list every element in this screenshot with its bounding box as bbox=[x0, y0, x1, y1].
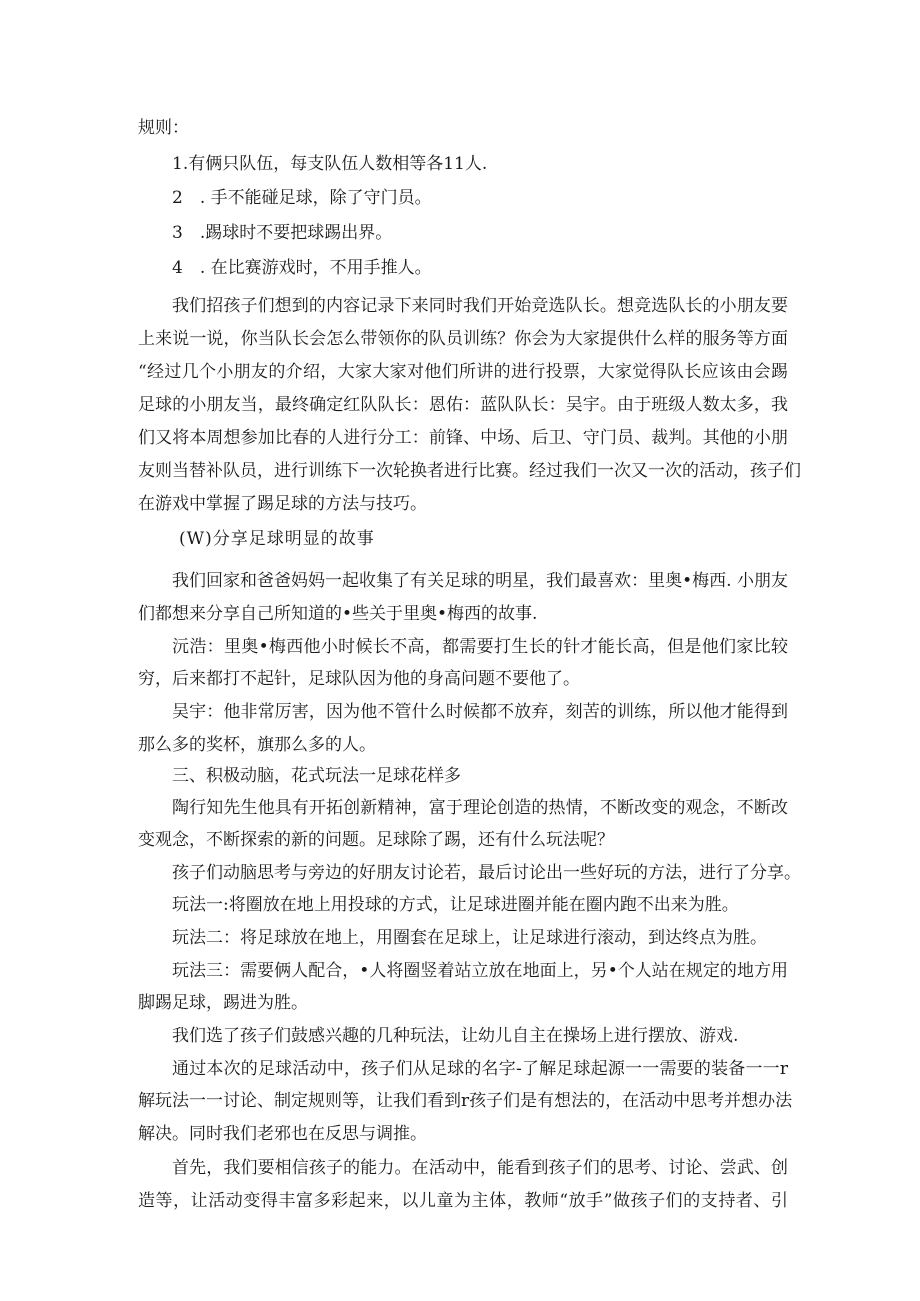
captain-paragraph-line-2: 上来说一说，你当队长会怎么带领你的队员训练？你会为大家提供什么样的服务等方面 bbox=[138, 329, 788, 349]
play-method-3-line-1: 玩法三：需要俩人配合，•人将圈竖着站立放在地面上，另•个人站在规定的地方用 bbox=[172, 961, 788, 981]
star-paragraph-line-1: 我们回家和爸爸妈妈一起收集了有关足球的明星，我们最喜欢：里奥•梅西. 小朋友 bbox=[172, 571, 788, 591]
tao-paragraph-line-2: 变观念，不断探索的新的问题。足球除了踢，还有什么玩法呢？ bbox=[138, 830, 614, 850]
yuanhao-paragraph-line-1: 沅浩：里奥•梅西他小时候长不高，都需要打生长的针才能长高，但是他们家比较 bbox=[172, 637, 788, 657]
section-w-heading: (W)分享足球明显的故事 bbox=[179, 529, 375, 549]
play-method-1: 玩法一:将圈放在地上用投球的方式，让足球进圈并能在圈内跑不出来为胜。 bbox=[172, 895, 739, 915]
tao-paragraph-line-1: 陶行知先生他具有开拓创新精神，富于理论创造的热情，不断改变的观念，不断改 bbox=[172, 798, 788, 818]
first-paragraph-line-2: 造等，让活动变得丰富多彩起来，以儿童为主体，教师“放手”做孩子们的支持者、引 bbox=[138, 1191, 788, 1211]
play-method-3-line-2: 脚踢足球，踢进为胜。 bbox=[138, 993, 308, 1013]
summary-paragraph-line-3: 解决。同时我们老邪也在反思与调推。 bbox=[138, 1124, 427, 1144]
captain-paragraph-line-5: 们又将本周想参加比春的人进行分工：前锋、中场、后卫、守门员、裁判。其他的小朋 bbox=[138, 428, 788, 448]
section-3-heading: 三、积极动脑，花式玩法一足球花样多 bbox=[172, 766, 461, 786]
captain-paragraph-line-1: 我们招孩子们想到的内容记录下来同时我们开始竞选队长。想竞选队长的小朋友要 bbox=[172, 296, 788, 316]
rule-item-2: 2 . 手不能碰足球，除了守门员。 bbox=[172, 188, 432, 208]
captain-paragraph-line-3: “经过几个小朋友的介绍，大家大家对他们所讲的进行投票，大家觉得队长应该由会踢 bbox=[138, 362, 788, 382]
select-paragraph: 我们选了孩子们鼓感兴趣的几种玩法，让幼儿自主在操场上进行摆放、游戏. bbox=[172, 1026, 739, 1046]
first-paragraph-line-1: 首先，我们要相信孩子的能力。在活动中，能看到孩子们的思考、讨论、尝武、创 bbox=[172, 1158, 788, 1178]
captain-paragraph-line-7: 在游戏中掌握了踢足球的方法与技巧。 bbox=[138, 494, 427, 514]
discuss-paragraph: 孩子们动脑思考与旁边的好朋友讨论若，最后讨论出一些好玩的方法，进行了分享。 bbox=[172, 863, 801, 883]
wuyu-paragraph-line-2: 那么多的奖杯，旗那么多的人。 bbox=[138, 735, 376, 755]
yuanhao-paragraph-line-2: 穷，后来都打不起针，足球队因为他的身高问题不要他了。 bbox=[138, 669, 580, 689]
captain-paragraph-line-4: 足球的小朋友当，最终确定红队队长：恩佑：蓝队队长：吴宇。由于班级人数太多，我 bbox=[138, 395, 788, 415]
rule-item-4: 4 . 在比赛游戏时，不用手推人。 bbox=[172, 258, 432, 278]
star-paragraph-line-2: 们都想来分享自己所知道的•些关于里奥•梅西的故事. bbox=[138, 604, 538, 624]
rule-item-1: 1.有俩只队伍，每支队伍人数相等各11人. bbox=[172, 154, 488, 174]
wuyu-paragraph-line-1: 吴宇：他非常厉害，因为他不管什么时候都不放弃，刻苦的训练，所以他才能得到 bbox=[172, 702, 788, 722]
captain-paragraph-line-6: 友则当替补队员，进行训练下一次轮换者进行比赛。经过我们一次又一次的活动，孩子们 bbox=[138, 461, 801, 481]
play-method-2: 玩法二：将足球放在地上，用圈套在足球上，让足球进行滚动，到达终点为胜。 bbox=[172, 928, 767, 948]
rules-title: 规则： bbox=[138, 118, 189, 138]
rule-item-3: 3 .踢球时不要把球踢出界。 bbox=[172, 223, 393, 243]
summary-paragraph-line-1: 通过本次的足球活动中，孩子们从足球的名字-了解足球起源一一需要的装备一一r bbox=[172, 1059, 788, 1079]
summary-paragraph-line-2: 解玩法一一讨论、制定规则等，让我们看到r孩子们是有想法的，在活动中思考并想办法 bbox=[138, 1091, 793, 1111]
